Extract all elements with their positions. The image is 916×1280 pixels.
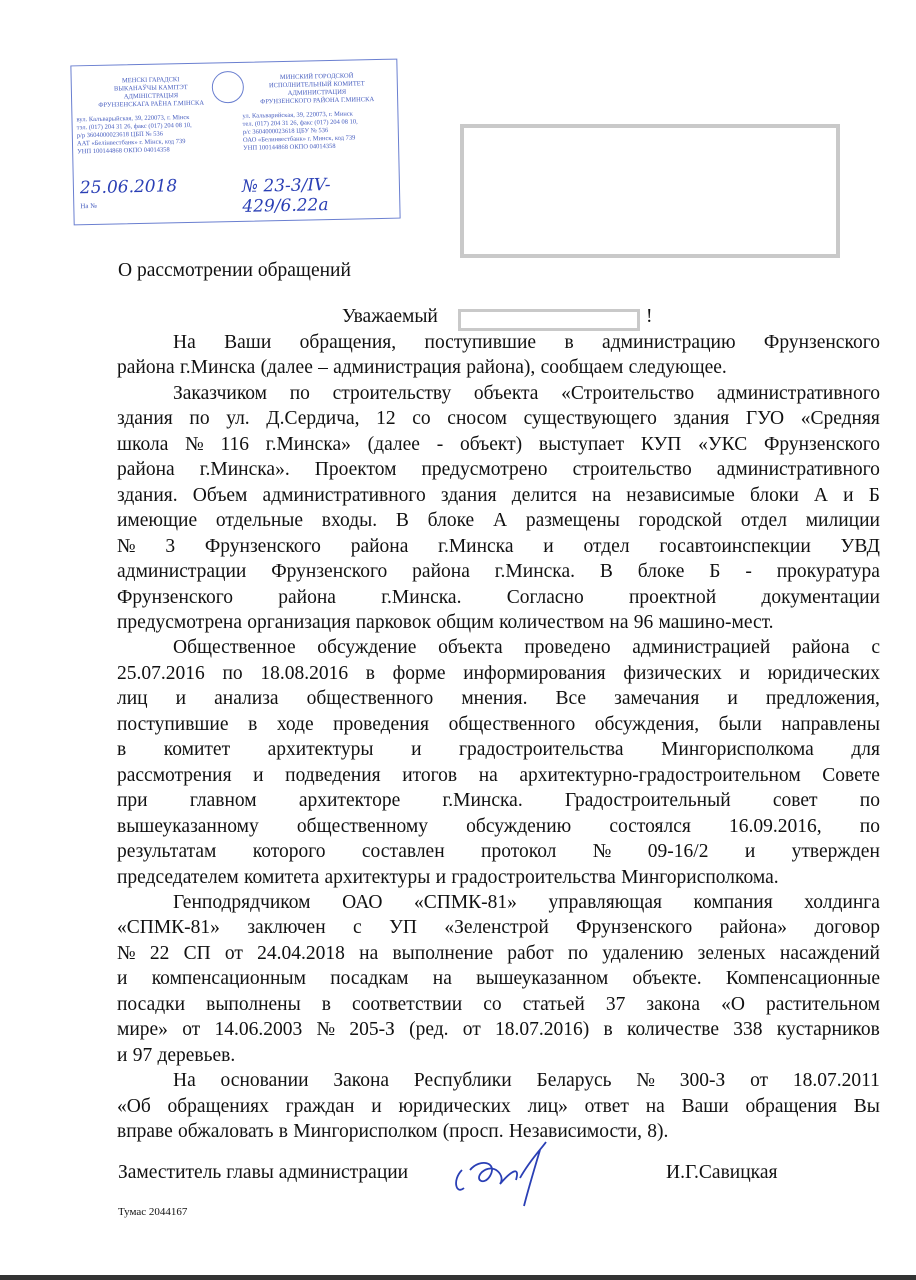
stamp-text: ОАО «Белинвестбанк» г. Минск, код 739 <box>242 134 356 144</box>
stamp-text: АДМИНИСТРАЦИЯ <box>287 88 347 97</box>
paragraph-line: здания. Объем административного здания делится на независимые блоки А и Б <box>117 484 880 506</box>
greeting-end: ! <box>646 306 653 327</box>
stamp-text: тэл. (017) 204 31 26, факс (017) 204 08 10, <box>76 121 192 132</box>
redacted-name <box>458 309 640 331</box>
paragraph-line: администрации Фрунзенского района г.Минска. В блоке Б - прокуратура <box>117 561 880 583</box>
paragraph-line: лиц и анализа общественного мнения. Все замечания и предложения, <box>117 688 880 710</box>
stamp-text: ИСПОЛНИТЕЛЬНЫЙ КОМИТЕТ <box>268 80 365 90</box>
paragraph-line: предусмотрена организация парковок общим количеством на 96 машино-мест. <box>117 611 774 633</box>
executor-info: Тумас 2044167 <box>118 1206 188 1218</box>
paragraph-line: Генподрядчиком ОАО «СПМК-81» управляющая компания холдинга <box>173 891 880 913</box>
greeting <box>342 306 653 328</box>
paragraph-line: Общественное обсуждение объекта проведено администрацией района с <box>173 637 880 659</box>
paragraph-line: вышеуказанному общественному обсуждению состоялся 16.09.2016, по <box>117 815 880 837</box>
signer-name: И.Г.Савицкая <box>666 1162 778 1183</box>
paragraph-line: № 3 Фрунзенского района г.Минска и отдел госавтоинспекции УВД <box>117 535 880 557</box>
stamp-text: МЕНСКІ ГАРАДСКІ <box>121 76 180 85</box>
paragraph-line: На основании Закона Республики Беларусь № 300-З от 18.07.2011 <box>173 1070 880 1092</box>
redacted-addressee <box>460 124 840 258</box>
paragraph-line: рассмотрения и подведения итогов на архитектурно-градостроительном Совете <box>117 764 880 786</box>
letter-subject: О рассмотрении обращений <box>118 260 351 281</box>
paragraph-line: поступившие в ходе проведения общественного обсуждения, были направлены <box>117 713 880 735</box>
paragraph-line: имеющие отдельные входы. В блоке А размещены городской отдел милиции <box>117 510 880 532</box>
paragraph-line: и компенсационным посадкам на вышеуказанном объекте. Компенсационные <box>117 968 880 990</box>
stamp-text: ФРУНЗЕНСКАГА РАЁНА Г.МІНСКА <box>98 99 205 109</box>
paragraph-line: председателем комитета архитектуры и градостроительства Мингорисполкома. <box>117 866 779 888</box>
stamp-text: АДМІНІСТРАЦЫЯ <box>123 92 179 101</box>
paragraph-line: вправе обжаловать в Мингорисполком (просп. Независимости, 8). <box>117 1121 669 1143</box>
paragraph-line: мире» от 14.06.2003 № 205-З (ред. от 18.07.2016) в количестве 338 кустарников <box>117 1019 880 1041</box>
stamp-text: ФРУНЗЕНСКОГО РАЙОНА Г.МИНСКА <box>260 96 375 106</box>
handwritten-number: № 23-3/IV-429/6.22a <box>241 175 331 217</box>
handwritten-date: 25.06.2018 <box>79 176 178 199</box>
letter-body <box>117 330 880 1145</box>
paragraph-line: «СПМК-81» заключен с УП «Зеленстрой Фрунзенского района» договор <box>117 917 880 939</box>
signature-icon <box>450 1140 560 1210</box>
stamp-text: вул. Калъварыйская, 39, 220073, г. Мінск <box>76 113 190 124</box>
paragraph-line: На Ваши обращения, поступившие в администрацию Фрунзенского <box>173 332 880 353</box>
paragraph-line: Заказчиком по строительству объекта «Строительство административного <box>173 382 880 404</box>
paragraph-line: при главном архитекторе г.Минска. Градостроительный совет по <box>117 790 880 812</box>
stamp-text: ААТ «Белінвестбанк» г. Мінск, код 739 <box>76 138 186 148</box>
stamp-text: ВЫКАНАЎЧЫ КАМІТЭТ <box>113 83 188 93</box>
paragraph-line: «Об обращениях граждан и юридических лиц» ответ на Ваши обращения Вы <box>117 1095 880 1117</box>
bottom-edge <box>0 1275 916 1280</box>
paragraph-line: здания по ул. Д.Сердича, 12 со сносом существующего здания ГУО «Средняя <box>117 408 880 430</box>
stamp-text: р/с 3604000023618 ЦБУ № 536 <box>242 127 329 136</box>
stamp-text: тел. (017) 204 31 26, факс (017) 204 08 10, <box>242 118 358 128</box>
stamp-text: МИНСКИЙ ГОРОДСКОЙ <box>279 72 354 82</box>
stamp-text: ул. Кальварийская, 39, 220073, г. Минск <box>242 110 353 120</box>
paragraph-line: района г.Минска». Проектом предусмотрено строительство административного <box>117 459 880 481</box>
stamp-left-column <box>76 75 228 156</box>
paragraph-line: № 22 СП от 24.04.2018 на выполнение работ по удалению зеленых насаждений <box>117 942 880 964</box>
paragraph-line: в комитет архитектуры и градостроительства Мингорисполкома для <box>117 739 880 761</box>
paragraph-line: района г.Минска (далее – администрация района), сообщаем следующее. <box>117 357 727 379</box>
greeting-text: Уважаемый <box>342 306 438 327</box>
paragraph-line: и 97 деревьев. <box>117 1044 236 1066</box>
paragraph-line: результатам которого составлен протокол № 09-16/2 и утвержден <box>117 841 880 863</box>
paragraph-line: посадки выполнены в соответствии со статьей 37 закона «О растительном <box>117 993 880 1015</box>
registration-stamp <box>70 59 400 226</box>
paragraph-line: 25.07.2016 по 18.08.2016 в форме информирования физических и юридических <box>117 662 880 684</box>
stamp-na-label: На № <box>80 201 97 211</box>
stamp-right-column <box>242 72 394 153</box>
signer-position: Заместитель главы администрации <box>118 1162 409 1183</box>
paragraph-line: Фрунзенского района г.Минска. Согласно проектной документации <box>117 586 880 608</box>
stamp-text: УНП 100144868 ОКПО 04014358 <box>77 146 170 156</box>
stamp-text: р/р 3604000023618 ЦБП № 536 <box>76 130 164 140</box>
paragraph-line: школа № 116 г.Минска» (далее - объект) выступает КУП «УКС Фрунзенского <box>117 433 880 455</box>
stamp-text: УНП 100144868 ОКПО 04014358 <box>243 142 336 152</box>
